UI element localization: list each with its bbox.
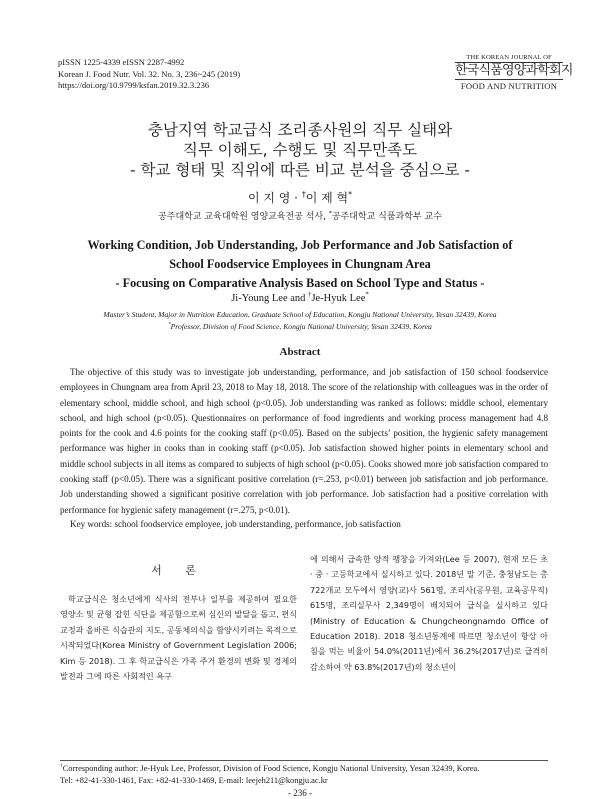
keywords: Key words: school foodservice employee, job understanding, performance, job satisfaction <box>70 519 401 529</box>
affiliation-marker: * <box>328 211 332 217</box>
affiliation-marker: * <box>168 322 171 328</box>
english-authors <box>0 293 600 304</box>
footnote-line-1: Corresponding author: Je-Hyuk Lee, Professor, Division of Food Science, Kongju National University, Yesan 32439, Korea. <box>62 764 480 773</box>
intro-paragraph-right: 에 의해서 급속한 양적 팽창을 가져와(Lee 등 2007), 현재 모든 초 · 중 · 고등학교에서 실시하고 있다. 2018년 말 기준, 충청남도는 총 722개교 모두에서 영양(교)사 561명, 조리사(공무원, 교육공무직) 615명, 조리실무사 2,349명이 배치되어 급식을 실시하고 있다(Ministry of Education & Chungcheongnamdo Office of Education 2018). 2018 청소년통계에 따르면 청소년이 항상 아침을 먹는 비율이 54.0%(2011년)에서 36.2%(2017년)로 급격히 감소하여 약 63.8%(2017년)의 청소년이 <box>310 554 548 672</box>
footnote-divider <box>60 760 548 761</box>
english-title-line-2: School Foodservice Employees in Chungnam Area <box>169 257 431 271</box>
intro-left-column <box>60 562 297 684</box>
citation-line: Korean J. Food Nutr. Vol. 32. No. 3, 236~245 (2019) <box>58 68 241 79</box>
intro-right-column <box>310 552 548 675</box>
korean-affiliation-1: 공주대학교 교육대학원 영양교육전공 석사, <box>158 212 329 222</box>
english-affiliation-line-2: Professor, Division of Food Science, Kongju National University, Yesan 32439, Korea <box>170 322 432 331</box>
doi-link[interactable]: https://doi.org/10.9799/ksfan.2019.32.3.236 <box>58 80 210 90</box>
abstract-heading: Abstract <box>279 346 321 358</box>
affiliation-marker: * <box>348 190 353 199</box>
english-title-line-1: Working Condition, Job Understanding, Job Performance and Job Satisfaction of <box>87 238 513 252</box>
intro-heading: 서 론 <box>151 564 206 577</box>
english-author-2: Je-Hyuk Lee <box>311 293 366 304</box>
english-author-1: Ji-Young Lee and <box>231 293 309 304</box>
corresponding-marker: † <box>60 763 63 770</box>
korean-affiliation-2: 공주대학교 식품과학부 교수 <box>331 212 442 222</box>
journal-logo <box>455 54 573 91</box>
korean-title-line-2: 직무 이해도, 수행도 및 직무만족도 <box>182 141 418 159</box>
korean-title-line-1: 충남지역 학교급식 조리종사원의 직무 실태와 <box>147 121 453 139</box>
english-title <box>0 236 600 293</box>
korean-author-2: 이 제 혁 <box>305 191 349 205</box>
page-number: - 236 - <box>288 788 312 798</box>
intro-paragraph-left: 학교급식은 청소년에게 식사의 전부나 일부를 제공하여 필요한 영양소 및 균형 잡힌 식단을 제공함으로써 심신의 발달을 돕고, 편식교정과 올바른 식습관의 지도, 공동체의식을 함양시키려는 목적으로 시작되었다(Korea Ministry of Government Legislation 2006; Kim 등 2018). 그 후 학교급식은 가족 주거 환경의 변화 및 경제의 발전과 그에 따른 사회적인 욕구 <box>60 594 297 682</box>
journal-logo-korean: 한국식품영양과학회지 <box>455 63 573 78</box>
english-affiliation-line-1: Master’s Student, Major in Nutrition Education, Graduate School of Education, Kongju National University, Yesan 32439, Korea <box>103 310 497 319</box>
article-metadata <box>58 57 240 92</box>
journal-logo-top: THE KOREAN JOURNAL OF <box>455 54 563 63</box>
korean-title-line-3: - 학교 형태 및 직위에 따른 비교 분석을 중심으로 - <box>129 161 471 179</box>
corresponding-author-footnote <box>60 763 548 787</box>
korean-authors <box>0 189 600 206</box>
korean-title <box>0 120 600 180</box>
korean-affiliation <box>0 209 600 222</box>
issn-line: pISSN 1225-4339 eISSN 2287-4992 <box>58 57 185 67</box>
journal-logo-bottom: FOOD AND NUTRITION <box>455 79 563 91</box>
corresponding-marker: † <box>308 291 312 299</box>
abstract-body: The objective of this study was to investigate job understanding, performance, and job satisfaction of 150 school foodservice employees in Chungnam area from April 23, 2018 to May 18, 2018. The score of the relationship with colleagues was in the order of elementary school, middle school, and high school (p<0.05). Job understanding was ranked as follows: middle school, elementary school, and high school (p<0.05). Questionnaires on performance of food ingredients and working process management had 4.8 points for the cook and 4.6 points for the cooking staff (p<0.05). Based on the subjects’ position, the hygienic safety management performance was higher in cooks than in cooking staff (p<0.05). Job satisfaction showed higher points in elementary school and middle school subjects in all items as compared to subjects of high school (p<0.05). Cooks showed more job satisfaction compared to cooking staff (p<0.05). There was a significant positive correlation (r=.253, p<0.01) between job satisfaction and job performance. Job understanding showed a significant positive correlation with job performance. Job satisfaction had a positive correlation with performance for hygienic safety management (r=.275, p<0.01). <box>60 367 548 515</box>
english-title-line-3: - Focusing on Comparative Analysis Based on School Type and Status - <box>115 276 485 290</box>
korean-author-1: 이 지 영 · <box>247 191 302 205</box>
affiliation-marker: * <box>365 291 369 299</box>
corresponding-marker: † <box>301 190 306 199</box>
english-affiliation <box>0 309 600 333</box>
footnote-line-2: Tel: +82-41-330-1461, Fax: +82-41-330-1469, E-mail: leejeh211@kongju.ac.kr <box>60 776 328 785</box>
